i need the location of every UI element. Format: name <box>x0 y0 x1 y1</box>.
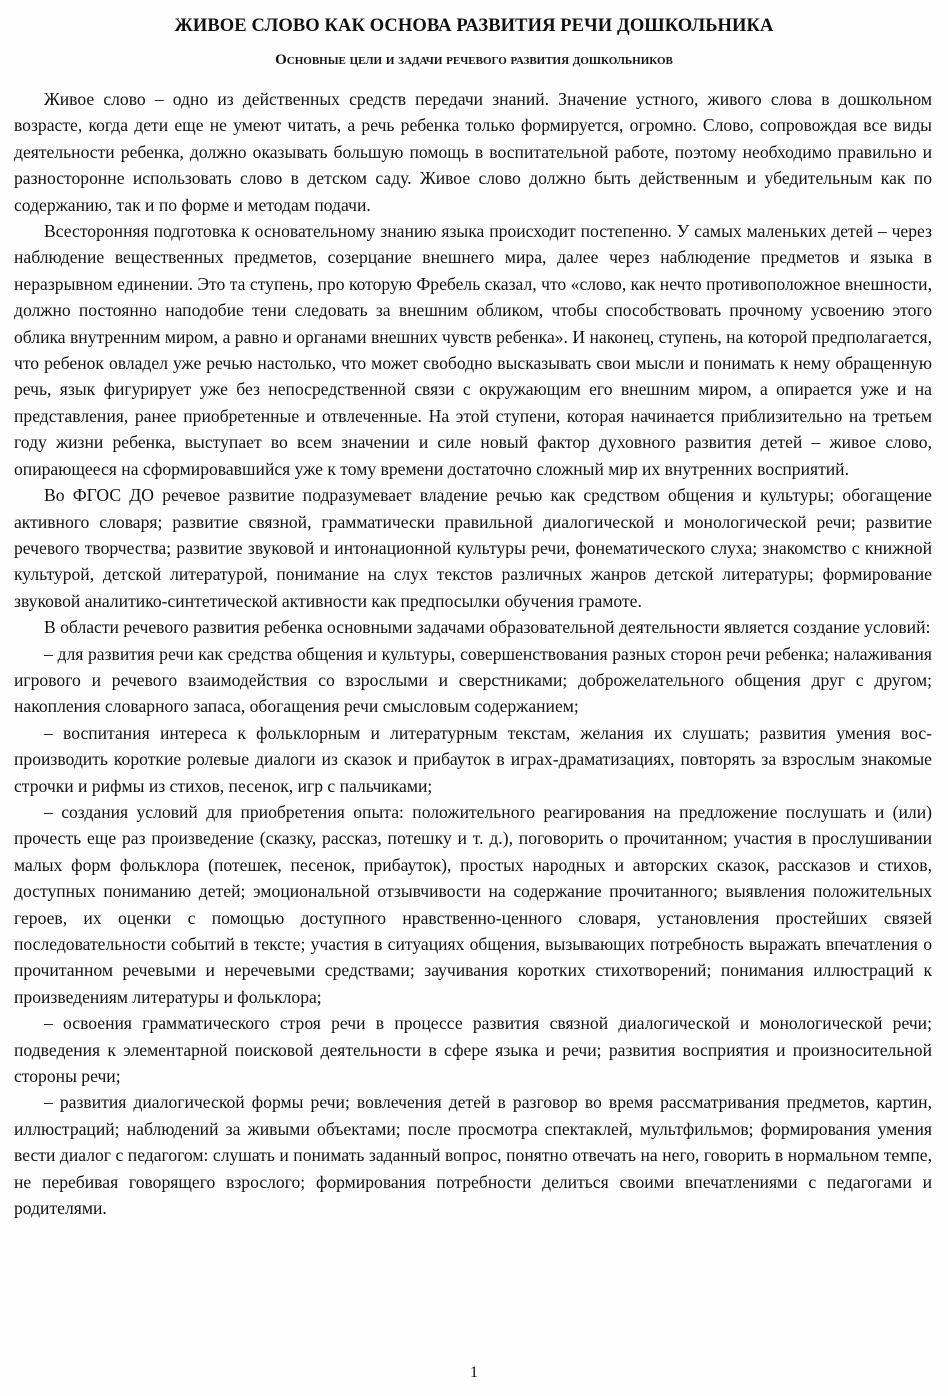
paragraph-1: Живое слово – одно из действенных средств передачи знаний. Значение устного, живого слова в дошкольном возрасте, когда дети еще не умеют читать, а речь ребенка только формируется, огромно. Слово, сопровождая все виды деятельности ребенка, должно оказывать большую помощь в воспитательной работе, поэтому необходимо правильно и разносторонне использовать слово в детском саду. Живое слово должно быть действенным и убедительным как по содержанию, так и по форме и методам подачи. <box>14 89 932 215</box>
list-item-dialogue: – развития диалогической формы речи; вовлечения детей в разговор во время рассматривания предметов, картин, иллюстраций; наблюдений за живыми объектами; после просмотра спектаклей, мультфильмов; формирования умения вести диалог с педагогом: слушать и понимать заданный вопрос, понятно отвечать на него, говорить в нормальном темпе, не перебивая говорящего взрослого; формирования потребности делиться своими впечатлениями с педагогами и родителями. <box>14 1092 932 1219</box>
list-item-speech-development: – для развития речи как средства общения и культуры, совершенствования разных сторон речи ребенка; налаживания игрового и речевого взаимодействия со взрослыми и сверстниками; доброжелательного общения друг с другом; накопления словарного запаса, обогащения речи смысловым содержанием; <box>14 643 932 717</box>
page-number: 1 <box>470 1364 478 1381</box>
list-item-experience: – создания условий для приобретения опыта: положительного реагирования на предложение послушать и (или) прочесть еще раз произведение (сказку, рассказ, потешку и т. д.), поговорить о прочитанном; участия в прослушивании малых форм фольклора (потешек, песенок, прибауток), простых народных и авторских сказок, рассказов и стихов, доступных пониманию детей; эмоциональной отзывчивости на содержание прочитанного; выявления положительных героев, их оценки с помощью доступного нравственно-ценного словаря, установления простейших связей последовательности событий в тексте; участия в ситуациях общения, вызывающих потребность выражать впечатления о прочитанном речевыми и неречевыми средствами; заучивания коротких стихотворений; понимания иллюстраций к произведениям литературы и фольклора; <box>14 801 932 1007</box>
list-item-folklore-interest: – воспитания интереса к фольклорным и литературным текстам, желания их слушать; развития умения воспроизводить короткие ролевые диалоги из сказок и прибауток в играх-драматизациях, повторять за взрослым знакомые строчки и рифмы из стихов, песенок, игр с пальчиками; <box>14 722 932 796</box>
paragraph-4: В области речевого развития ребенка основными задачами образовательной деятельности является создание условий: <box>44 617 931 638</box>
page-title: ЖИВОЕ СЛОВО КАК ОСНОВА РАЗВИТИЯ РЕЧИ ДОШКОЛЬНИКА <box>174 16 774 36</box>
paragraph-3: Во ФГОС ДО речевое развитие подразумевает владение речью как средством общения и культуры; обогащение активного словаря; развитие связной, грамматически правильной диалогической и монологической речи; развитие речевого творчества; развитие звуковой и интонационной культуры речи, фонематического слуха; знакомство с книжной культурой, детской литературой, понимание на слух текстов различных жанров детской литературы; формирование звуковой аналитико-синтетической активности как предпосылки обучения грамоте. <box>14 485 932 611</box>
paragraph-2: Всесторонняя подготовка к основательному знанию языка происходит постепенно. У самых маленьких детей – через наблюдение вещественных предметов, созерцание внешнего мира, далее через наблюдение предметов и языка в неразрывном единении. Это та ступень, про которую Фребель сказал, что «слово, как нечто противоположное внешности, должно постоянно наподобие тени следовать за внешним обликом, чтобы способствовать прочному усвоению этого облика внутренним миром, а равно и органами внешних чувств ребенка». И наконец, ступень, на которой предполагается, что ребенок овладел уже речью настолько, что может свободно высказывать свои мысли и понимать к нему обращенную речь, язык фигурирует уже без непосредственной связи с окружающим его внешним миром, а опирается уже и на представления, ранее приобретенные и отвлеченные. На этой ступени, которая начинается приблизительно на третьем году жизни ребенка, выступает во всем значении и силе новый фактор духовного развития детей – живое слово, опирающееся на сформировавшийся уже к тому времени достаточно сложный мир их внутренних восприятий. <box>14 221 932 479</box>
list-item-grammar: – освоения грамматического строя речи в процессе развития связной диалогической и монологической речи; подведения к элементарной поисковой деятельности в сфере языка и речи; развития восприятия и произносительной стороны речи; <box>14 1013 932 1087</box>
section-subtitle: Основные цели и задачи речевого развития дошкольников <box>275 52 673 68</box>
body-text <box>14 86 932 1221</box>
